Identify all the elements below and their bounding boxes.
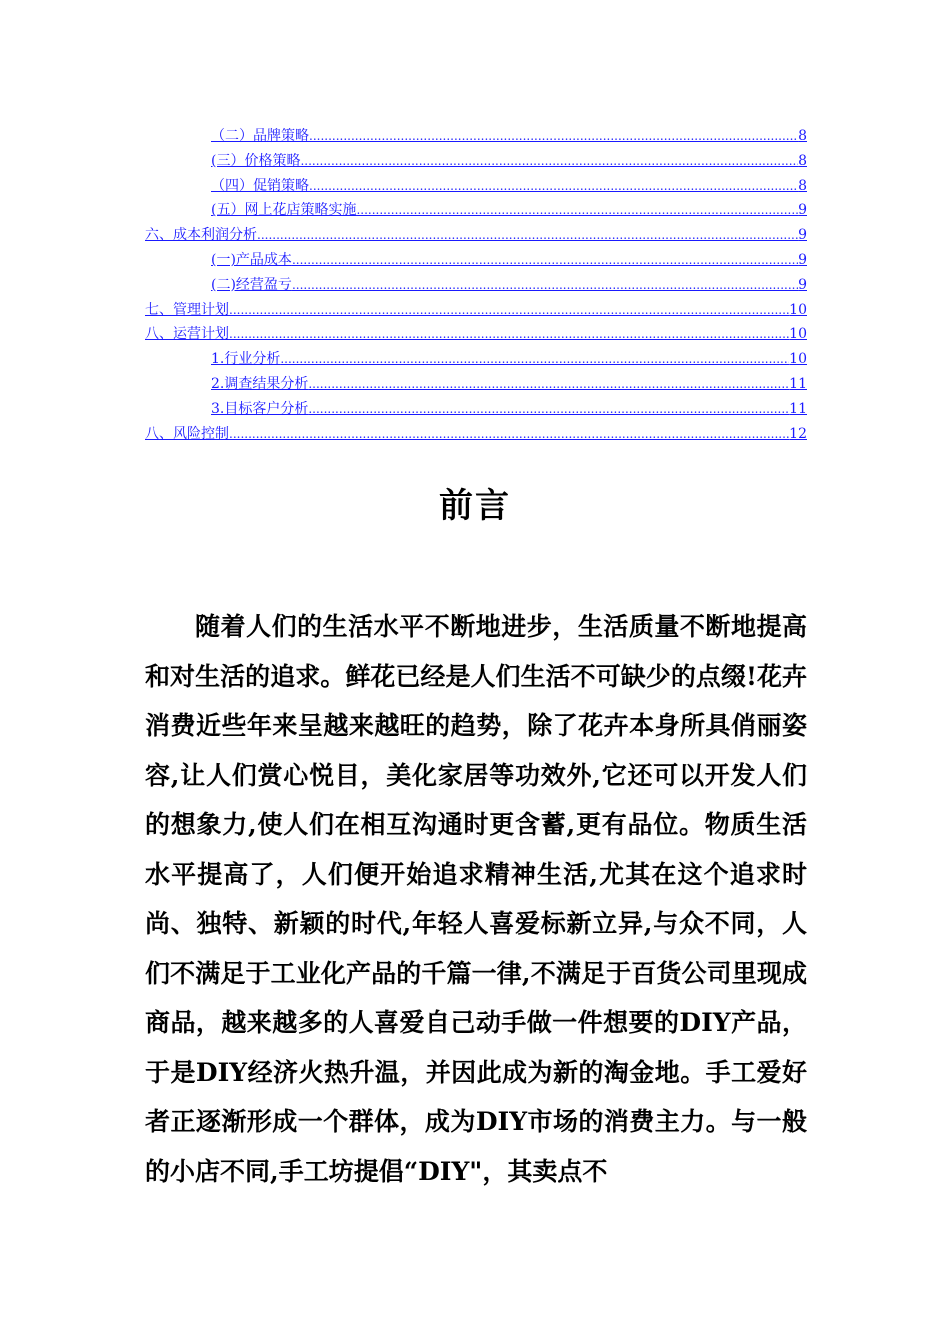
toc-entry[interactable] — [145, 322, 807, 347]
toc-leader-dots — [257, 223, 798, 248]
toc-leader-dots — [229, 322, 789, 347]
toc-entry-page[interactable]: 9 — [798, 251, 807, 268]
toc-leader-dots — [309, 174, 798, 199]
toc-entry-label[interactable]: 七、管理计划 — [145, 301, 229, 318]
toc-entry[interactable] — [145, 174, 807, 199]
toc-leader-dots — [356, 198, 798, 223]
toc-leader-dots — [308, 372, 789, 397]
toc-entry-page[interactable]: 8 — [798, 177, 807, 194]
toc-entry-label[interactable]: 八、风险控制 — [145, 425, 229, 442]
toc-entry-page[interactable]: 12 — [789, 425, 807, 442]
toc-entry-label[interactable]: （二）品牌策略 — [211, 128, 309, 144]
toc-leader-dots — [309, 124, 798, 149]
toc-entry-page[interactable]: 9 — [798, 276, 807, 293]
toc-entry[interactable] — [145, 422, 807, 447]
toc-entry-page[interactable]: 11 — [789, 400, 807, 417]
toc-entry-label[interactable]: (一)产品成本 — [211, 251, 292, 268]
preface-title: 前言 — [439, 486, 511, 526]
toc-entry-page[interactable]: 8 — [798, 128, 807, 144]
toc-entry-label[interactable]: （四）促销策略 — [211, 177, 309, 194]
toc-leader-dots — [229, 298, 789, 323]
toc-entry[interactable] — [145, 124, 807, 149]
toc-leader-dots — [292, 273, 798, 298]
toc-entry-page[interactable]: 10 — [789, 326, 807, 343]
toc-entry[interactable] — [145, 248, 807, 273]
toc-entry-label[interactable]: 八、运营计划 — [145, 326, 229, 343]
toc-leader-dots — [308, 397, 789, 422]
toc-leader-dots — [292, 248, 798, 273]
toc-entry-label[interactable]: 1.行业分析 — [211, 351, 281, 368]
toc-entry[interactable] — [145, 372, 807, 397]
toc-entry-page[interactable]: 11 — [789, 375, 807, 392]
toc-entry-page[interactable]: 9 — [798, 202, 807, 219]
toc-entry-page[interactable]: 8 — [798, 152, 807, 169]
toc-entry-label[interactable]: 2.调查结果分析 — [211, 375, 309, 392]
toc-leader-dots — [229, 422, 789, 447]
toc-entry-page[interactable]: 10 — [789, 301, 807, 318]
table-of-contents — [145, 124, 807, 446]
toc-entry[interactable] — [145, 298, 807, 323]
toc-entry[interactable] — [145, 198, 807, 223]
toc-entry-label[interactable]: (二)经营盈亏 — [211, 276, 292, 293]
toc-entry-label[interactable]: 六、成本利润分析 — [145, 227, 257, 244]
toc-entry[interactable] — [145, 223, 807, 248]
toc-entry[interactable] — [145, 347, 807, 372]
toc-entry-label[interactable]: 3.目标客户分析 — [211, 400, 309, 417]
toc-entry-page[interactable]: 9 — [798, 227, 807, 244]
toc-entry-page[interactable]: 10 — [789, 351, 807, 368]
toc-leader-dots — [280, 347, 789, 372]
toc-leader-dots — [300, 149, 798, 174]
toc-entry[interactable] — [145, 273, 807, 298]
toc-entry[interactable] — [145, 397, 807, 422]
toc-entry-label[interactable]: (五）网上花店策略实施 — [211, 202, 357, 219]
preface-body: 随着人们的生活水平不断地进步，生活质量不断地提高和对生活的追求。鲜花已经是人们生活不可缺少的点缀!花卉消费近些年来呈越来越旺的趋势，除了花卉本身所具俏丽姿容,让人们赏心悦目，美化家居等功效外,它还可以开发人们的想象力,使人们在相互沟通时更含蓄,更有品位。物质生活水平提高了，人们便开始追求精神生活,尤其在这个追求时尚、独特、新颖的时代,年轻人喜爱标新立异,与众不同，人们不满足于工业化产品的千篇一律,不满足于百货公司里现成商品，越来越多的人喜爱自己动手做一件想要的DIY产品，于是DIY经济火热升温，并因此成为新的淘金地。手工爱好者正逐渐形成一个群体，成为DIY市场的消费主力。与一般的小店不同,手工坊提倡“DIY"，其卖点不 — [145, 612, 807, 1186]
toc-entry-label[interactable]: (三）价格策略 — [211, 152, 301, 169]
toc-entry[interactable] — [145, 149, 807, 174]
